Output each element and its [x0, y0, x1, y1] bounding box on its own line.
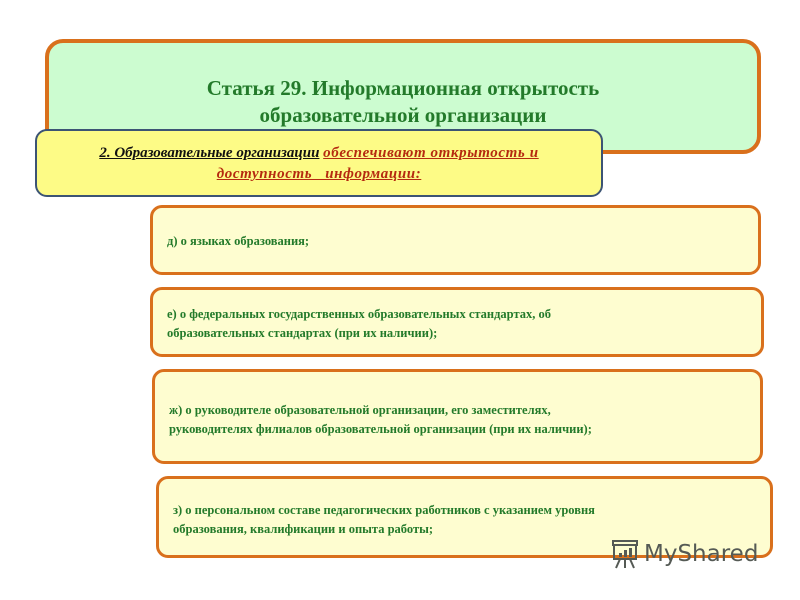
list-item-e — [150, 287, 764, 357]
page-title — [49, 75, 757, 129]
list-item-zh — [152, 369, 763, 464]
list-item-text: з) о персональном составе педагогических работников с указанием уровня образования, квалификации и опыта работы; — [173, 503, 595, 536]
subtitle-predicate-2: доступность информации: — [216, 166, 422, 182]
title-line-2: образовательной организации — [259, 103, 547, 127]
subtitle-box — [35, 129, 603, 197]
watermark-label: MyShared — [644, 541, 759, 567]
subtitle-text — [37, 143, 601, 185]
list-item-text: е) о федеральных государственных образовательных стандартах, об образовательных стандартах (при их наличии); — [167, 307, 552, 340]
title-line-1: Статья 29. Информационная открытость — [206, 76, 600, 100]
subtitle-subject: 2. Образовательные организации — [99, 145, 320, 161]
subtitle-predicate-1: обеспечивают открытость и — [323, 145, 539, 161]
list-item-text: ж) о руководителе образовательной организации, его заместителях, руководителях филиалов образовательной организации (при их наличии); — [169, 403, 592, 436]
list-item-text: д) о языках образования; — [167, 234, 310, 248]
presentation-chart-icon — [610, 538, 640, 570]
watermark — [610, 538, 758, 570]
list-item-d — [150, 205, 761, 275]
